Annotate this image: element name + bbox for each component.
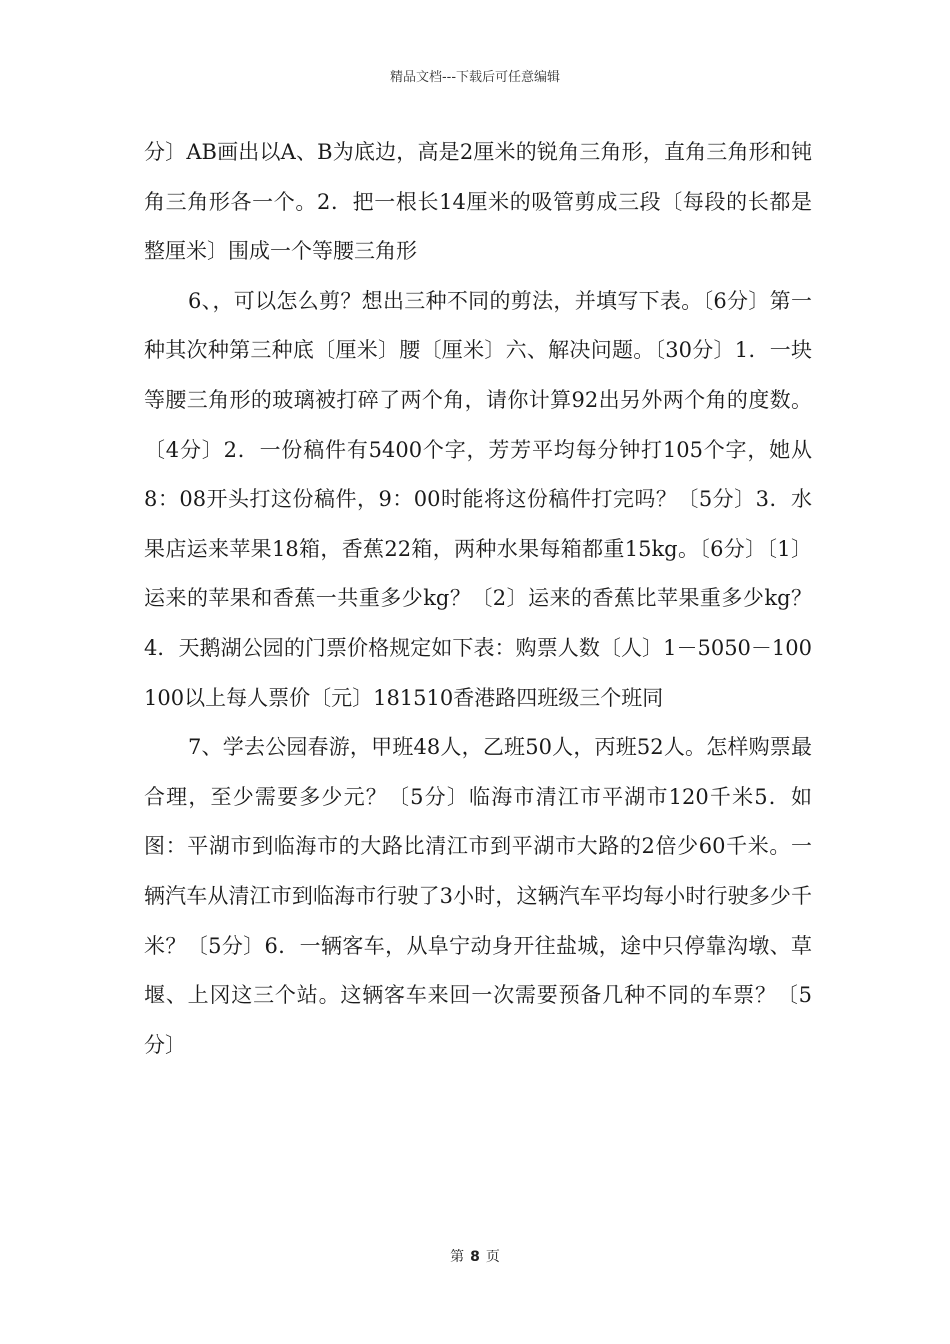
page-number: 8 xyxy=(470,1249,480,1265)
page-header xyxy=(0,66,950,85)
paragraph-2: 6、，可以怎么剪？想出三种不同的剪法，并填写下表。〔6分〕第一种其次种第三种底〔厘米〕腰〔厘米〕六、解决问题。〔30分〕1．一块等腰三角形的玻璃被打碎了两个角，请你计算92出另外两个角的度数。〔4分〕2．一份稿件有5400个字，芳芳平均每分钟打105个字，她从8：08开头打这份稿件，9：00时能将这份稿件打完吗？〔5分〕3．水果店运来苹果18箱，香蕉22箱，两种水果每箱都重15kg。〔6分〕〔1〕运来的苹果和香蕉一共重多少kg？〔2〕运来的香蕉比苹果重多少kg？4．天鹅湖公园的门票价格规定如下表：购票人数〔人〕1－5050－100100以上每人票价〔元〕181510香港路四班级三个班同 xyxy=(144,288,812,710)
header-text: 精品文档---下载后可任意编辑 xyxy=(389,70,561,85)
paragraph-1: 分〕AB画出以A、B为底边，高是2厘米的锐角三角形，直角三角形和钝角三角形各一个。2．把一根长14厘米的吸管剪成三段〔每段的长都是整厘米〕围成一个等腰三角形 xyxy=(144,140,812,264)
footer-prefix: 第 xyxy=(450,1249,465,1265)
footer-suffix: 页 xyxy=(485,1249,500,1265)
paragraph-3: 7、学去公园春游，甲班48人，乙班50人，丙班52人。怎样购票最合理，至少需要多少元？〔5分〕临海市清江市平湖市120千米5．如图：平湖市到临海市的大路比清江市到平湖市大路的2倍少60千米。一辆汽车从清江市到临海市行驶了3小时，这辆汽车平均每小时行驶多少千米？〔5分〕6．一辆客车，从阜宁动身开往盐城，途中只停靠沟墩、草堰、上冈这三个站。这辆客车来回一次需要预备几种不同的车票？〔5分〕 xyxy=(144,735,812,1057)
page-footer xyxy=(0,1246,950,1266)
document-body xyxy=(144,128,812,1070)
